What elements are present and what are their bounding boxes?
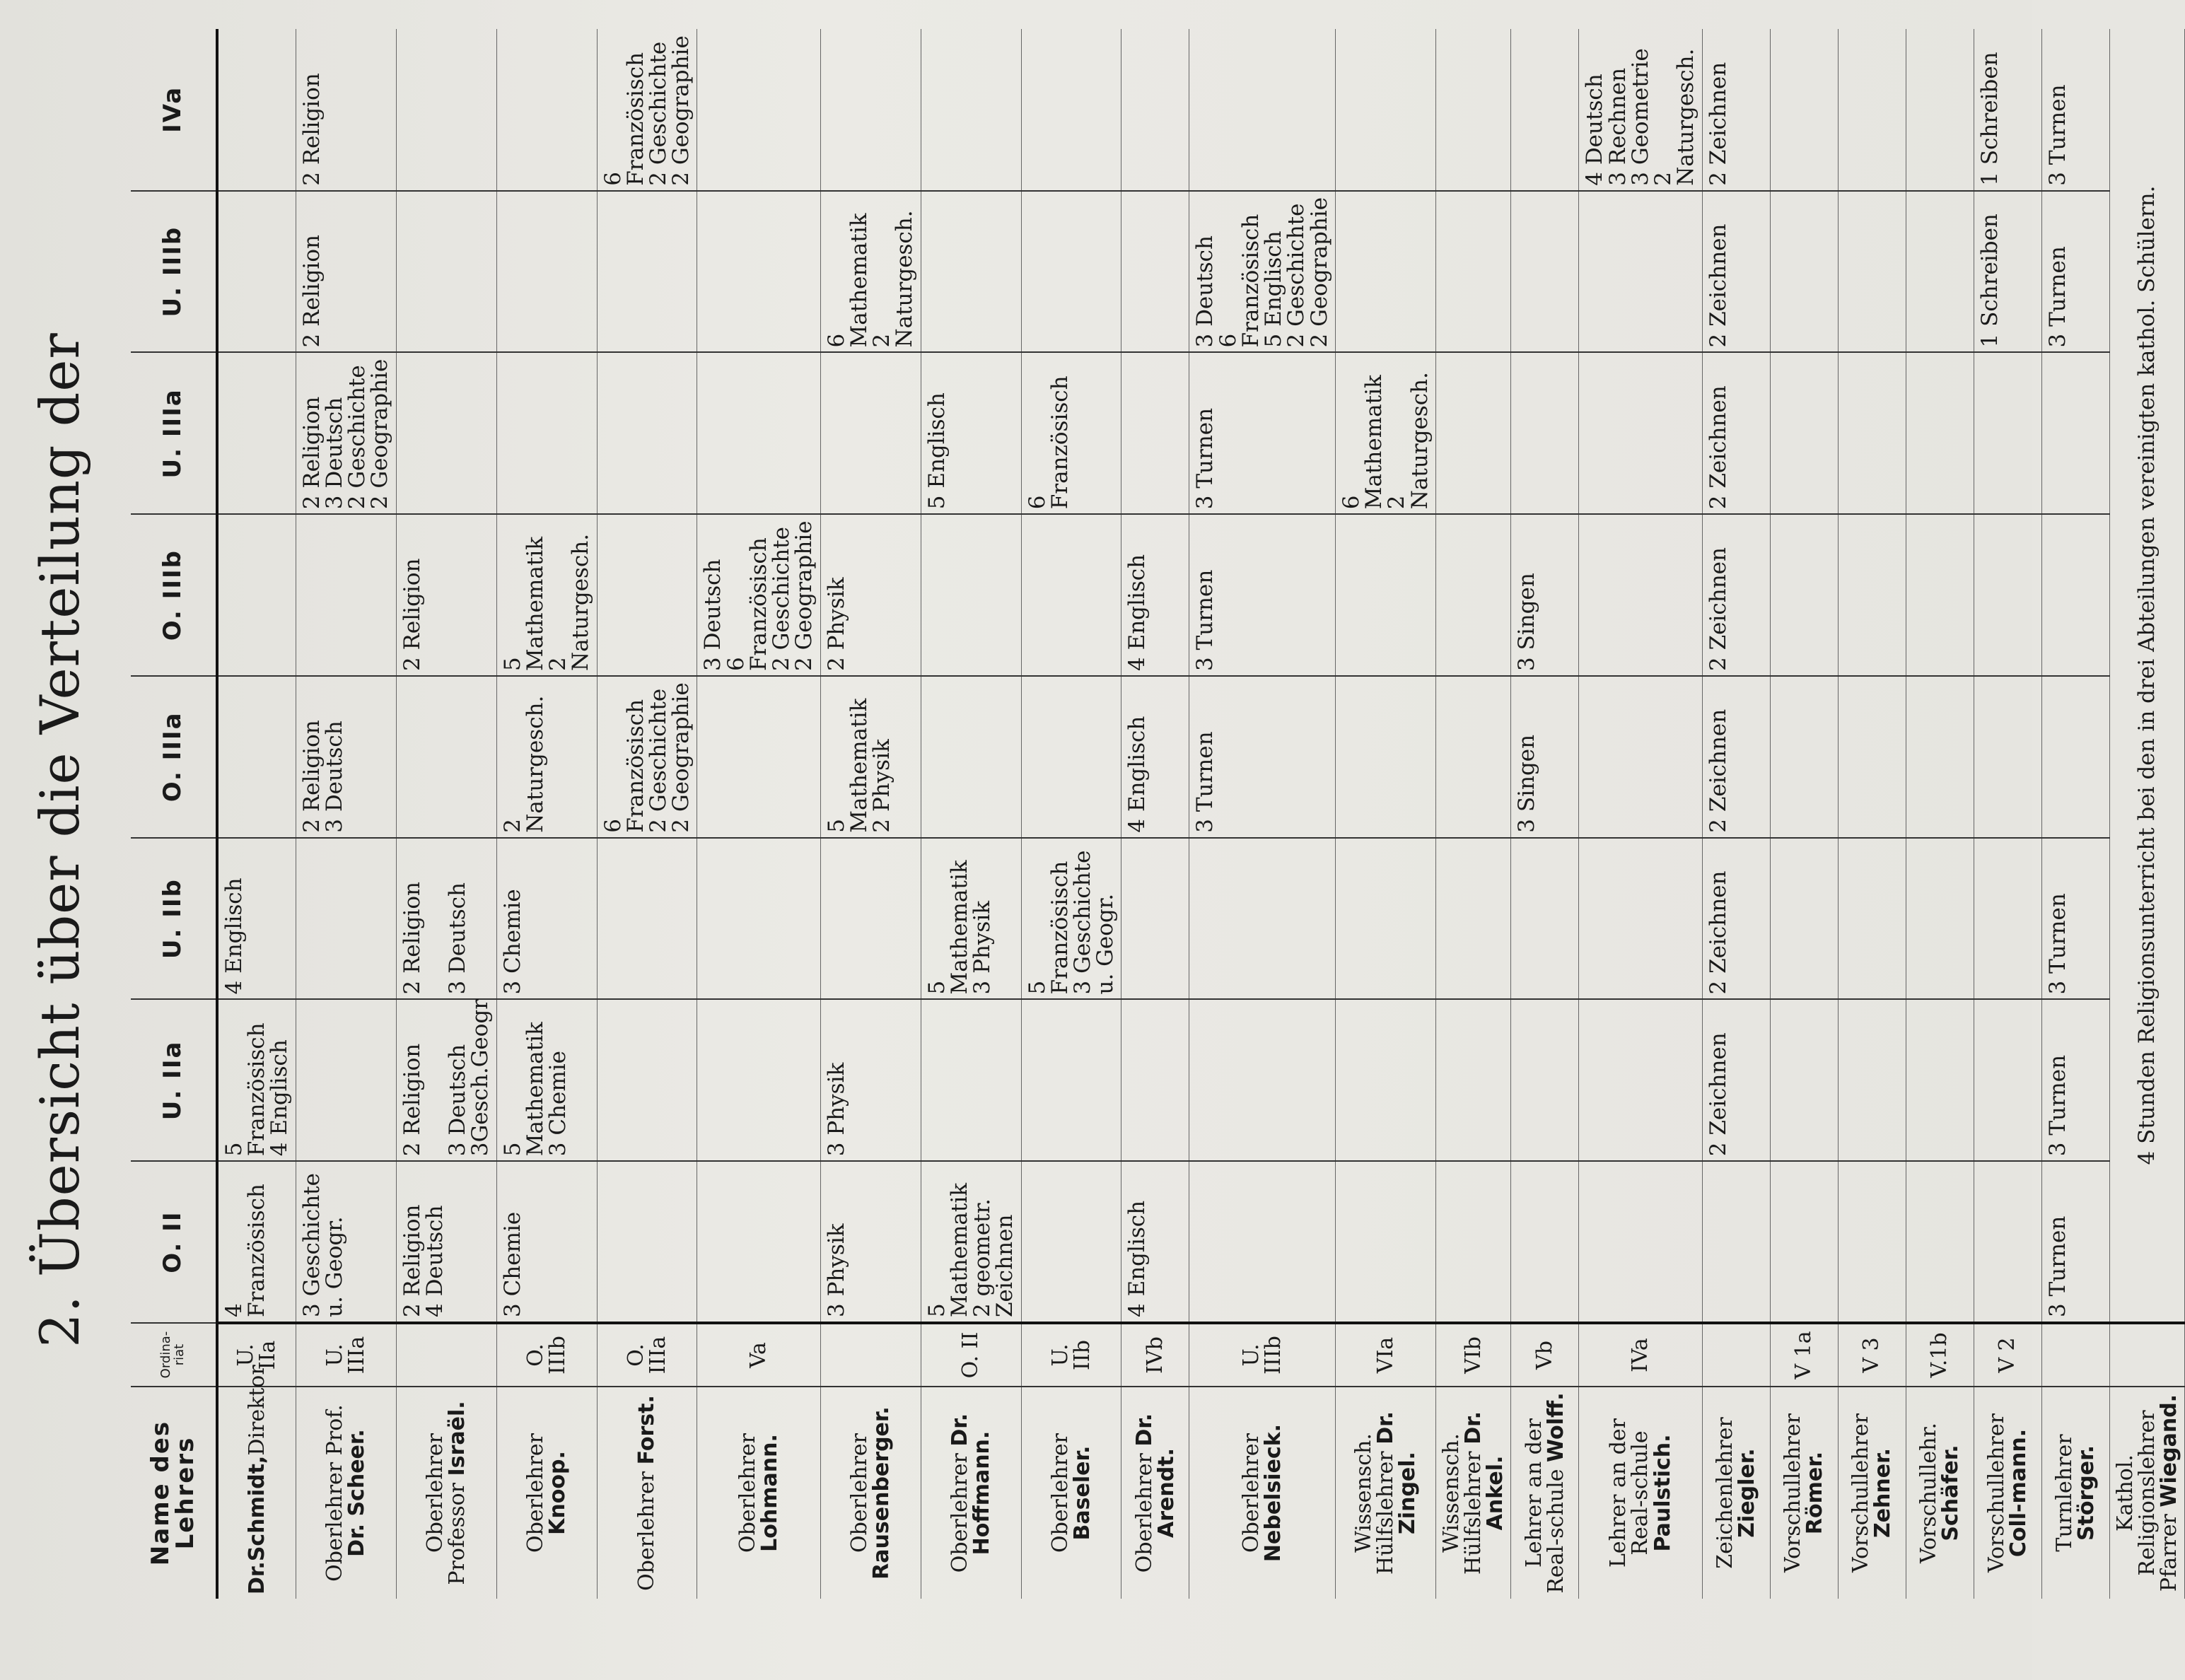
header-class: U. IIa: [131, 1000, 217, 1162]
lesson-cell: 3 Physik: [820, 1000, 921, 1162]
lesson-cell: 3 Chemie: [496, 1161, 597, 1323]
teacher-surname: Israël.: [445, 1401, 470, 1476]
teacher-name: [1838, 1387, 1906, 1599]
ordinariat: O. IIIa: [597, 1323, 697, 1387]
lesson-cell: [217, 191, 296, 353]
lesson-cell: [1435, 514, 1511, 676]
lesson-cell: [1906, 191, 1974, 353]
lesson-cell: [296, 838, 396, 1000]
lesson-cell: [1906, 514, 1974, 676]
lesson-cell: 2 Religion 4 Deutsch: [396, 1161, 496, 1323]
lesson-cell: 5 Mathematik 3 Chemie: [496, 1000, 597, 1162]
teacher-surname: Dr. Arendt.: [1131, 1413, 1179, 1538]
lesson-cell: [1838, 353, 1906, 515]
lesson-cell: [1021, 1000, 1121, 1162]
teacher-name: [921, 1387, 1021, 1599]
lesson-cell: [1579, 514, 1702, 676]
lesson-cell: [697, 353, 820, 515]
lesson-cell: [217, 514, 296, 676]
lesson-cell: [1770, 29, 1838, 191]
lesson-cell: [396, 676, 496, 838]
teacher-title: Vorschullehr.: [1916, 1423, 1941, 1563]
lesson-cell: 5 Mathematik 3 Physik: [921, 838, 1021, 1000]
lesson-cell: [1579, 353, 1702, 515]
lesson-cell: [1511, 1000, 1579, 1162]
teacher-surname: Römer.: [1802, 1451, 1828, 1535]
lesson-cell: 4 Englisch: [1121, 676, 1189, 838]
table-row: [921, 29, 1021, 1599]
lesson-cell: [1189, 1161, 1335, 1323]
teacher-surname: Paulstich.: [1650, 1434, 1675, 1552]
table-row: [1906, 29, 1974, 1599]
table-row: [217, 29, 296, 1599]
teacher-name: [1702, 1387, 1770, 1599]
teacher-title: Zeichenlehrer: [1712, 1417, 1737, 1569]
table-row: [2041, 29, 2109, 1599]
ordinariat: O. II: [921, 1323, 1021, 1387]
teacher-title: Lehrer an der Real-schule: [1606, 1418, 1653, 1568]
lesson-cell: [921, 191, 1021, 353]
teacher-name: [2041, 1387, 2109, 1599]
teacher-surname: Dr. Ankel.: [1460, 1411, 1508, 1531]
teacher-name: [1579, 1387, 1702, 1599]
lesson-cell: 6 Mathematik 2 Naturgesch.: [1335, 353, 1435, 515]
teacher-title: Wissensch. Hülfslehrer: [1438, 1433, 1486, 1575]
header-class: O. II: [131, 1161, 217, 1323]
lesson-cell: [217, 29, 296, 191]
lesson-cell: [1702, 1161, 1770, 1323]
lesson-cell: [1435, 1000, 1511, 1162]
teacher-surname: Dr. Zingel.: [1373, 1411, 1420, 1534]
teacher-surname: Wiegand.: [2156, 1394, 2181, 1507]
lesson-cell: [1511, 838, 1579, 1000]
ordinariat: VIa: [1335, 1323, 1435, 1387]
lesson-cell: [1335, 29, 1435, 191]
table-row: [1770, 29, 1838, 1599]
lesson-cell: [1121, 1000, 1189, 1162]
lesson-cell: 3 Turnen: [1189, 353, 1335, 515]
lesson-cell: [1435, 1161, 1511, 1323]
teacher-name: [396, 1387, 496, 1599]
lesson-cell: [697, 191, 820, 353]
lesson-cell: [1435, 353, 1511, 515]
ordinariat: O. IIIb: [496, 1323, 597, 1387]
lesson-cell: 1 Schreiben: [1974, 191, 2041, 353]
teacher-surname: Coll-mann.: [2006, 1428, 2032, 1558]
lesson-cell: [1770, 1000, 1838, 1162]
header-row: [131, 29, 217, 1599]
lesson-cell: [597, 1000, 697, 1162]
ordinariat: [396, 1323, 496, 1387]
teacher-title: Vorschullehrer: [1848, 1413, 1873, 1573]
lesson-cell: [296, 514, 396, 676]
teacher-surname: Schäfer.: [1938, 1445, 1964, 1541]
table-row: [1121, 29, 1189, 1599]
lesson-cell: [2041, 514, 2109, 676]
ordinariat: V 3: [1838, 1323, 1906, 1387]
table-row: [1335, 29, 1435, 1599]
header-class: U. IIIa: [131, 353, 217, 515]
lesson-cell: [1838, 29, 1906, 191]
header-class: U. IIb: [131, 838, 217, 1000]
lesson-cell: [921, 676, 1021, 838]
ordinariat: [820, 1323, 921, 1387]
teacher-title: Oberlehrer: [1238, 1433, 1264, 1553]
lesson-cell: 2 Religion: [296, 191, 396, 353]
lesson-cell: [496, 353, 597, 515]
table-row: [1974, 29, 2041, 1599]
lesson-cell: [1906, 838, 1974, 1000]
header-class: O. IIIb: [131, 514, 217, 676]
ordinariat: V 1a: [1770, 1323, 1838, 1387]
teacher-name: [217, 1365, 296, 1599]
lesson-cell: [2041, 676, 2109, 838]
lesson-cell: [1021, 514, 1121, 676]
lesson-cell: 4 Französisch: [217, 1161, 296, 1323]
lesson-cell: 3 Turnen: [2041, 191, 2109, 353]
teacher-title: Vorschullehrer: [1983, 1413, 2009, 1573]
lesson-cell: [296, 1000, 396, 1162]
lesson-cell: [1974, 1000, 2041, 1162]
lesson-cell: [1121, 353, 1189, 515]
teacher-surname: Forst.: [634, 1395, 660, 1465]
lesson-cell: 3 Deutsch 6 Französisch 2 Geschichte 2 Geographie: [697, 514, 820, 676]
table-row: [1021, 29, 1121, 1599]
lesson-cell: 2 Zeichnen: [1702, 514, 1770, 676]
lesson-cell: [1021, 29, 1121, 191]
lesson-cell: [1579, 1161, 1702, 1323]
lesson-cell: [1579, 676, 1702, 838]
lesson-cell: [1770, 514, 1838, 676]
lesson-cell: [1435, 191, 1511, 353]
table-row: [597, 29, 697, 1599]
table-row: [2109, 29, 2185, 1599]
table-row: [1189, 29, 1335, 1599]
lesson-cell: [597, 1161, 697, 1323]
lesson-cell: 2 Naturgesch.: [496, 676, 597, 838]
teacher-title: Oberlehrer: [947, 1453, 972, 1573]
lesson-cell: [1335, 1000, 1435, 1162]
lesson-cell: [1189, 1000, 1335, 1162]
lesson-cell: 3 Chemie: [496, 838, 597, 1000]
teacher-name: [1021, 1387, 1121, 1599]
lesson-cell: [1974, 514, 2041, 676]
lesson-cell: 5 Französisch 4 Englisch: [217, 1000, 296, 1162]
teacher-title: Oberlehrer: [634, 1471, 660, 1591]
lesson-cell: 2 Religion 3 Deutsch 3Gesch.Geogr: [396, 1000, 496, 1162]
teacher-title: Lehrer an der Real-schule: [1521, 1418, 1568, 1594]
lesson-cell: 3 Turnen: [1189, 676, 1335, 838]
lesson-cell: [1511, 29, 1579, 191]
lesson-cell: [697, 838, 820, 1000]
teacher-title: Turnlehrer: [2051, 1434, 2077, 1552]
lesson-cell: 2 Zeichnen: [1702, 353, 1770, 515]
teacher-surname: Baseler.: [1069, 1445, 1095, 1541]
lesson-cell: [1121, 838, 1189, 1000]
lesson-cell: [1189, 29, 1335, 191]
lesson-cell: [697, 676, 820, 838]
lesson-cell: [820, 353, 921, 515]
lesson-cell: 6 Französisch 2 Geschichte 2 Geographie: [597, 29, 697, 191]
lesson-cell: [1770, 1161, 1838, 1323]
header-class: O. IIIa: [131, 676, 217, 838]
ordinariat: IVa: [1579, 1323, 1702, 1387]
teacher-title: Oberlehrer: [846, 1433, 872, 1553]
lesson-cell: [1435, 676, 1511, 838]
teacher-name: [1906, 1387, 1974, 1599]
lesson-cell: [921, 29, 1021, 191]
teacher-name: [1335, 1387, 1435, 1599]
lesson-cell: [1189, 838, 1335, 1000]
teacher-title: Oberlehrer: [1047, 1433, 1073, 1553]
table-row: [296, 29, 396, 1599]
teacher-surname: Knoop.: [545, 1451, 571, 1535]
lesson-cell: [1579, 191, 1702, 353]
lesson-cell: [496, 191, 597, 353]
lesson-cell: [1579, 838, 1702, 1000]
teacher-name: [296, 1387, 396, 1599]
lesson-cell: 3 Deutsch 6 Französisch 5 Englisch 2 Geschichte 2 Geographie: [1189, 191, 1335, 353]
lesson-cell: [1770, 191, 1838, 353]
lesson-cell: 3 Physik: [820, 1161, 921, 1323]
lesson-cell: [1335, 838, 1435, 1000]
teacher-name: [1770, 1387, 1838, 1599]
teacher-name: [820, 1387, 921, 1599]
lesson-cell: [1121, 29, 1189, 191]
lesson-cell: [1121, 191, 1189, 353]
ordinariat: U. IIIa: [296, 1323, 396, 1387]
lesson-cell: [921, 514, 1021, 676]
lesson-cell: [1021, 191, 1121, 353]
table-row: [1838, 29, 1906, 1599]
table-row: [1435, 29, 1511, 1599]
lesson-cell: [1579, 1000, 1702, 1162]
lesson-cell: 2 Zeichnen: [1702, 191, 1770, 353]
teacher-title: Oberlehrer: [1131, 1453, 1157, 1573]
lesson-cell: 4 Deutsch 3 Rechnen 3 Geometrie 2 Naturgesch.: [1579, 29, 1702, 191]
lesson-cell: 2 Zeichnen: [1702, 676, 1770, 838]
lesson-cell: [1838, 1000, 1906, 1162]
lesson-cell: 2 Zeichnen: [1702, 838, 1770, 1000]
lesson-cell: [1021, 676, 1121, 838]
lesson-cell: 1 Schreiben: [1974, 29, 2041, 191]
teacher-role: Direktor: [244, 1365, 269, 1456]
lesson-cell: 6 Französisch 2 Geschichte 2 Geographie: [597, 676, 697, 838]
lesson-cell: [820, 838, 921, 1000]
lesson-cell: [1906, 1000, 1974, 1162]
lesson-cell: [697, 1000, 820, 1162]
teacher-name: [2109, 1387, 2185, 1599]
lesson-cell: [1906, 29, 1974, 191]
lesson-cell: [697, 29, 820, 191]
ordinariat: V 2: [1974, 1323, 2041, 1387]
lesson-cell: [921, 1000, 1021, 1162]
ordinariat: Va: [697, 1323, 820, 1387]
teacher-surname: Dr.Schmidt,: [244, 1455, 269, 1594]
lesson-cell: [1021, 1161, 1121, 1323]
header-name: Name des Lehrers: [131, 1387, 217, 1599]
lesson-cell: [1838, 1161, 1906, 1323]
lesson-cell: [697, 1161, 820, 1323]
lesson-cell: [1770, 353, 1838, 515]
lesson-cell: [396, 353, 496, 515]
table-row: [496, 29, 597, 1599]
lesson-cell: 2 Religion: [396, 514, 496, 676]
teacher-surname: Dr. Hoffmann.: [947, 1413, 995, 1556]
lesson-cell: 3 Turnen: [2041, 838, 2109, 1000]
teacher-title: Vorschullehrer: [1780, 1413, 1805, 1573]
lesson-cell: [1511, 191, 1579, 353]
lesson-cell: [1906, 676, 1974, 838]
teacher-name: [1435, 1387, 1511, 1599]
table-row: [820, 29, 921, 1599]
lesson-cell: [1974, 1161, 2041, 1323]
teacher-surname: Nebelsieck.: [1261, 1423, 1286, 1563]
ordinariat: U. IIb: [1021, 1323, 1121, 1387]
lesson-cell: 3 Singen: [1511, 514, 1579, 676]
table-row: [697, 29, 820, 1599]
lesson-cell: 2 Zeichnen: [1702, 1000, 1770, 1162]
page-title: 2. Übersicht über die Verteilung der: [28, 332, 91, 1348]
lesson-cell: 6 Mathematik 2 Naturgesch.: [820, 191, 921, 353]
lesson-cell: [1511, 1161, 1579, 1323]
teacher-surname: Dr. Scheer.: [344, 1429, 370, 1557]
lesson-cell: [217, 676, 296, 838]
lesson-cell: 4 Englisch: [1121, 514, 1189, 676]
lesson-cell: [1435, 838, 1511, 1000]
lesson-cell: 3 Turnen: [1189, 514, 1335, 676]
lesson-cell: 6 Französisch: [1021, 353, 1121, 515]
teacher-title: Oberlehrer Professor: [422, 1433, 470, 1585]
lesson-cell: [1335, 191, 1435, 353]
lesson-cell: 2 Religion 3 Deutsch: [396, 838, 496, 1000]
lesson-cell: [1770, 838, 1838, 1000]
lesson-cell: [496, 29, 597, 191]
teacher-name: [597, 1387, 697, 1599]
table-row: [1511, 29, 1579, 1599]
lesson-cell: [1906, 353, 1974, 515]
header-class: U. IIIb: [131, 191, 217, 353]
ordinariat: [2041, 1323, 2109, 1387]
teacher-title: Wissensch. Hülfslehrer: [1351, 1433, 1398, 1575]
teacher-name: [1511, 1387, 1579, 1599]
lesson-cell: 5 Französisch 3 Geschichte u. Geogr.: [1021, 838, 1121, 1000]
lesson-cell: 3 Turnen: [2041, 1161, 2109, 1323]
lesson-cell: [597, 191, 697, 353]
lesson-cell: [1974, 838, 2041, 1000]
teacher-surname: Lohmann.: [757, 1434, 783, 1552]
ordinariat: U. IIIb: [1189, 1323, 1335, 1387]
teacher-name: [1189, 1387, 1335, 1599]
teacher-schedule-table: [131, 29, 2185, 1599]
lesson-cell: [396, 29, 496, 191]
lesson-cell: [597, 353, 697, 515]
lesson-cell: [1838, 514, 1906, 676]
lesson-cell: 4 Englisch: [217, 838, 296, 1000]
ordinariat: IVb: [1121, 1323, 1189, 1387]
lesson-cell: [820, 29, 921, 191]
lesson-cell: 5 Mathematik 2 Naturgesch.: [496, 514, 597, 676]
lesson-cell: [396, 191, 496, 353]
lesson-cell: [217, 353, 296, 515]
lesson-cell: [1974, 676, 2041, 838]
teacher-title: Oberlehrer: [523, 1433, 548, 1553]
teacher-title: Oberlehrer: [735, 1433, 760, 1553]
lesson-cell: 3 Turnen: [2041, 1000, 2109, 1162]
lesson-cell: 3 Singen: [1511, 676, 1579, 838]
lesson-cell: 2 Physik: [820, 514, 921, 676]
lesson-cell: [1335, 676, 1435, 838]
lesson-cell: 2 Religion 3 Deutsch: [296, 676, 396, 838]
teacher-name: [697, 1387, 820, 1599]
lesson-cell: 2 Religion: [296, 29, 396, 191]
ordinariat: VIb: [1435, 1323, 1511, 1387]
table-body: [217, 29, 2185, 1599]
teacher-surname: Rausenberger.: [869, 1406, 895, 1580]
teacher-name: [1974, 1387, 2041, 1599]
lesson-cell: 4 Englisch: [1121, 1161, 1189, 1323]
table-row: [1702, 29, 1770, 1599]
lesson-cell: [597, 514, 697, 676]
lesson-cell: 3 Geschichte u. Geogr.: [296, 1161, 396, 1323]
lesson-cell: 2 Religion 3 Deutsch 2 Geschichte 2 Geographie: [296, 353, 396, 515]
ordinariat: [1702, 1323, 1770, 1387]
teacher-title: Oberlehrer Prof.: [322, 1404, 347, 1582]
teacher-name: [496, 1387, 597, 1599]
lesson-cell: [1838, 838, 1906, 1000]
lesson-cell: 5 Mathematik 2 geometr. Zeichnen: [921, 1161, 1021, 1323]
table-row: [1579, 29, 1702, 1599]
table-row: [396, 29, 496, 1599]
teacher-title: Kathol. Religionslehrer Pfarrer: [2112, 1410, 2181, 1592]
teacher-surname: Störger.: [2074, 1445, 2099, 1541]
lesson-cell: [597, 838, 697, 1000]
teacher-surname: Wolff.: [1543, 1392, 1568, 1462]
teacher-surname: Ziegler.: [1735, 1448, 1760, 1538]
ordinariat: V.1b: [1906, 1323, 1974, 1387]
lesson-cell: 2 Zeichnen: [1702, 29, 1770, 191]
header-ordinariat: Ordina-riat: [131, 1323, 217, 1387]
lesson-cell: [1335, 514, 1435, 676]
ordinariat: [2109, 1323, 2185, 1387]
header-class: IVa: [131, 29, 217, 191]
lesson-cell: [1974, 353, 2041, 515]
ordinariat: Vb: [1511, 1323, 1579, 1387]
lesson-cell: 5 Englisch: [921, 353, 1021, 515]
lesson-cell: [2041, 353, 2109, 515]
teacher-name: [1121, 1387, 1189, 1599]
lesson-cell: 5 Mathematik 2 Physik: [820, 676, 921, 838]
lesson-cell: [1511, 353, 1579, 515]
lesson-cell: 3 Turnen: [2041, 29, 2109, 191]
lesson-cell: [1838, 191, 1906, 353]
lesson-cell: [1906, 1161, 1974, 1323]
lesson-cell: [1838, 676, 1906, 838]
lesson-cell: [1770, 676, 1838, 838]
lesson-cell: [1435, 29, 1511, 191]
ordinariat: U. IIa: [217, 1323, 296, 1387]
lesson-cell: 4 Stunden Religionsunterricht bei den in drei Abteilungen vereinigten kathol. Schülern.: [2109, 29, 2185, 1323]
lesson-cell: [1335, 1161, 1435, 1323]
teacher-surname: Zehner.: [1870, 1447, 1896, 1539]
